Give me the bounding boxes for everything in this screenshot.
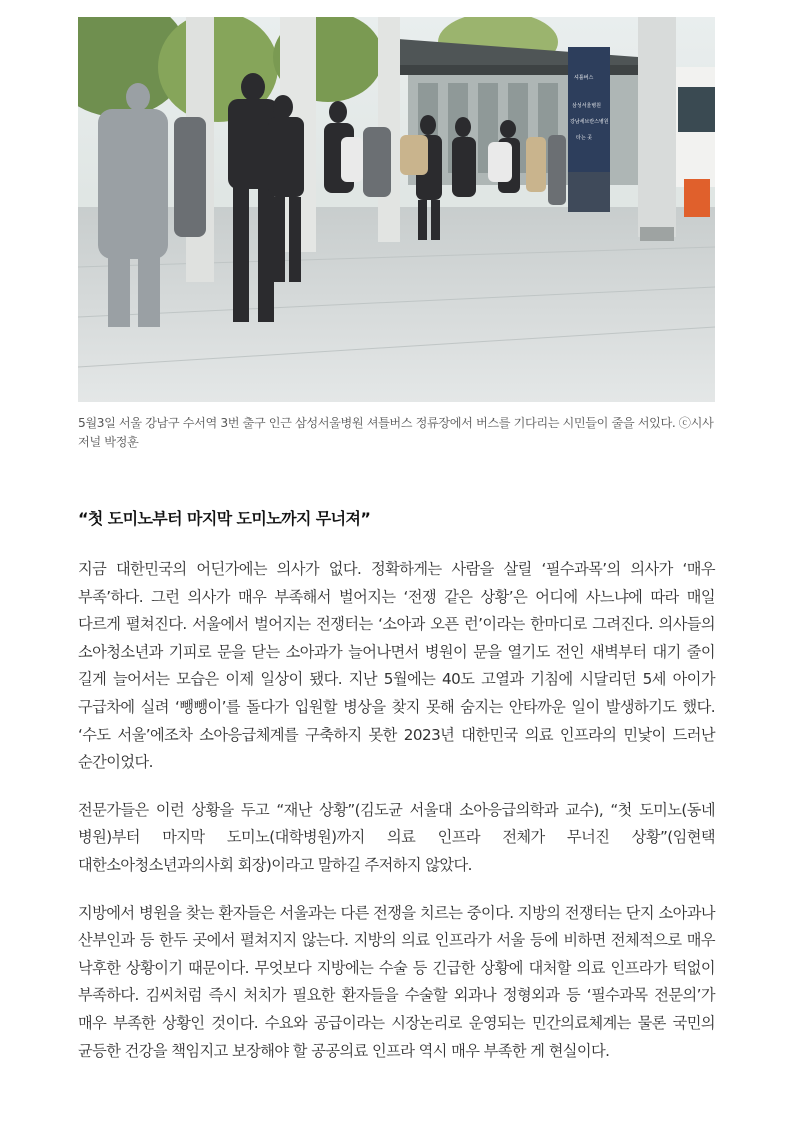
article-paragraph-1: 지금 대한민국의 어딘가에는 의사가 없다. 정확하게는 사람을 살릴 ‘필수과목’의 의사가 ‘매우 부족’하다. 그런 의사가 매우 부족해서 벌어지는 ‘전쟁 같은 상황’은 어디에 사느냐에 따라 매일 다르게 펼쳐진다. 서울에서 벌어지는 전쟁터는 ‘소아과 오픈 런’이라는 한마디로 그려진다. 의사들의 소아청소년과 기피로 문을 닫는 소아과가 늘어나면서 병원이 문을 열기도 전인 새벽부터 대기 줄이 길게 늘어서는 모습은 이제 일상이 됐다. 지난 5월에는 40도 고열과 기침에 시달리던 5세 아이가 구급차에 실려 ‘뺑뺑이’를 돌다가 입원할 병상을 찾지 못해 숨지는 안타까운 일이 발생하기도 했다. ‘수도 서울’에조차 소아응급체계를 구축하지 못한 2023년 대한민국 의료 인프라의 민낯이 드러난 순간이었다. <box>78 560 715 772</box>
sign-line-2: 삼성서울병원 <box>572 103 601 109</box>
news-photo <box>78 17 715 402</box>
sign-line-3: 강남세브란스병원 <box>570 119 609 125</box>
article-paragraph-2: 전문가들은 이런 상황을 두고 “재난 상황”(김도균 서울대 소아응급의학과 교수), “첫 도미노(동네 병원)부터 마지막 도미노(대학병원)까지 의료 인프라 전체가 무너진 상황”(임현택 대한소아청소년과의사회 회장)이라고 말하길 주저하지 않았다. <box>78 800 715 874</box>
article-paragraph-3: 지방에서 병원을 찾는 환자들은 서울과는 다른 전쟁을 치르는 중이다. 지방의 전쟁터는 단지 소아과나 산부인과 등 한두 곳에서 펼쳐지지 않는다. 지방의 의료 인프라가 서울 등에 비하면 전체적으로 매우 낙후한 상황이기 때문이다. 무엇보다 지방에는 수술 등 긴급한 상황에 대처할 의료 인프라가 턱없이 부족하다. 김씨처럼 즉시 처치가 필요한 환자들을 수술할 외과나 정형외과 등 ‘필수과목 전문의’가 매우 부족한 상황인 것이다. 수요와 공급이라는 시장논리로 운영되는 민간의료체계는 물론 국민의 균등한 건강을 책임지고 보장해야 할 공공의료 인프라 역시 매우 부족한 게 현실이다. <box>78 903 715 1060</box>
article <box>78 17 715 1085</box>
article-body <box>78 556 715 1065</box>
sign-line-1: 셔틀버스 <box>574 75 594 81</box>
section-subheading: “첫 도미노부터 마지막 도미노까지 무너져” <box>78 509 371 528</box>
bus-stop-queue-illustration <box>78 17 715 402</box>
sign-line-4: 타는 곳 <box>576 135 593 141</box>
photo-caption: 5월3일 서울 강남구 수서역 3번 출구 인근 삼성서울병원 셔틀버스 정류장에서 버스를 기다리는 시민들이 줄을 서있다. ⓒ시사저널 박정훈 <box>78 416 714 449</box>
